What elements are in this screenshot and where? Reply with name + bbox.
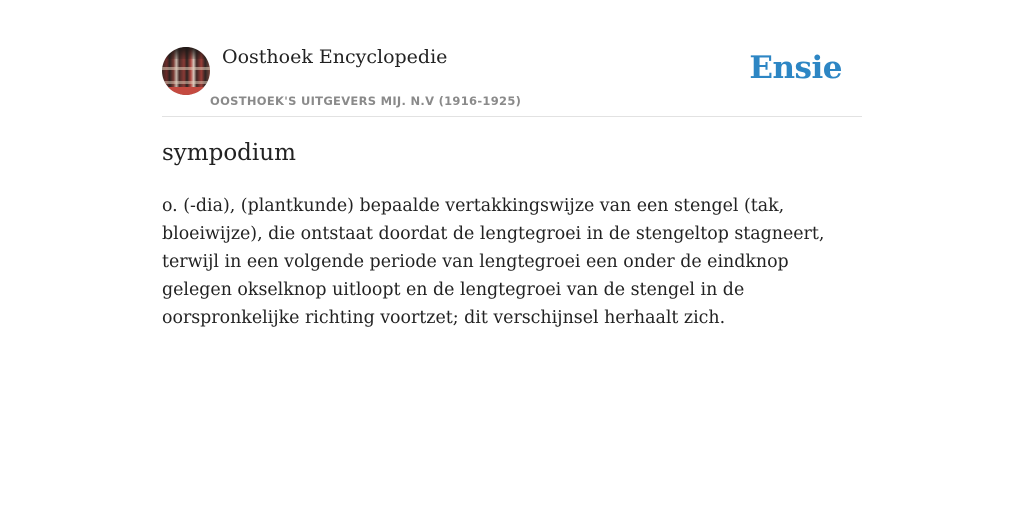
entry-term: sympodium	[162, 140, 296, 166]
entry-definition: o. (-dia), (plantkunde) bepaalde vertakkingswijze van een stengel (tak, bloeiwijze), die ontstaat doordat de lengtegroei in de stengeltop stagneert, terwijl in een volgende periode van lengtegroei een onder de eindknop gelegen okselknop uitloopt en de lengtegroei van de stengel in de oorspronkelijke richting voortzet; dit verschijnsel herhaalt zich.	[162, 196, 825, 328]
source-header	[162, 46, 862, 117]
ensie-logo-link[interactable]: Ensie	[749, 50, 842, 86]
source-avatar[interactable]	[162, 47, 210, 95]
source-title[interactable]: Oosthoek Encyclopedie	[222, 46, 448, 68]
source-subtitle: OOSTHOEK'S UITGEVERS MIJ. N.V (1916-1925)	[210, 94, 522, 108]
encyclopedia-books-icon	[162, 47, 210, 59]
